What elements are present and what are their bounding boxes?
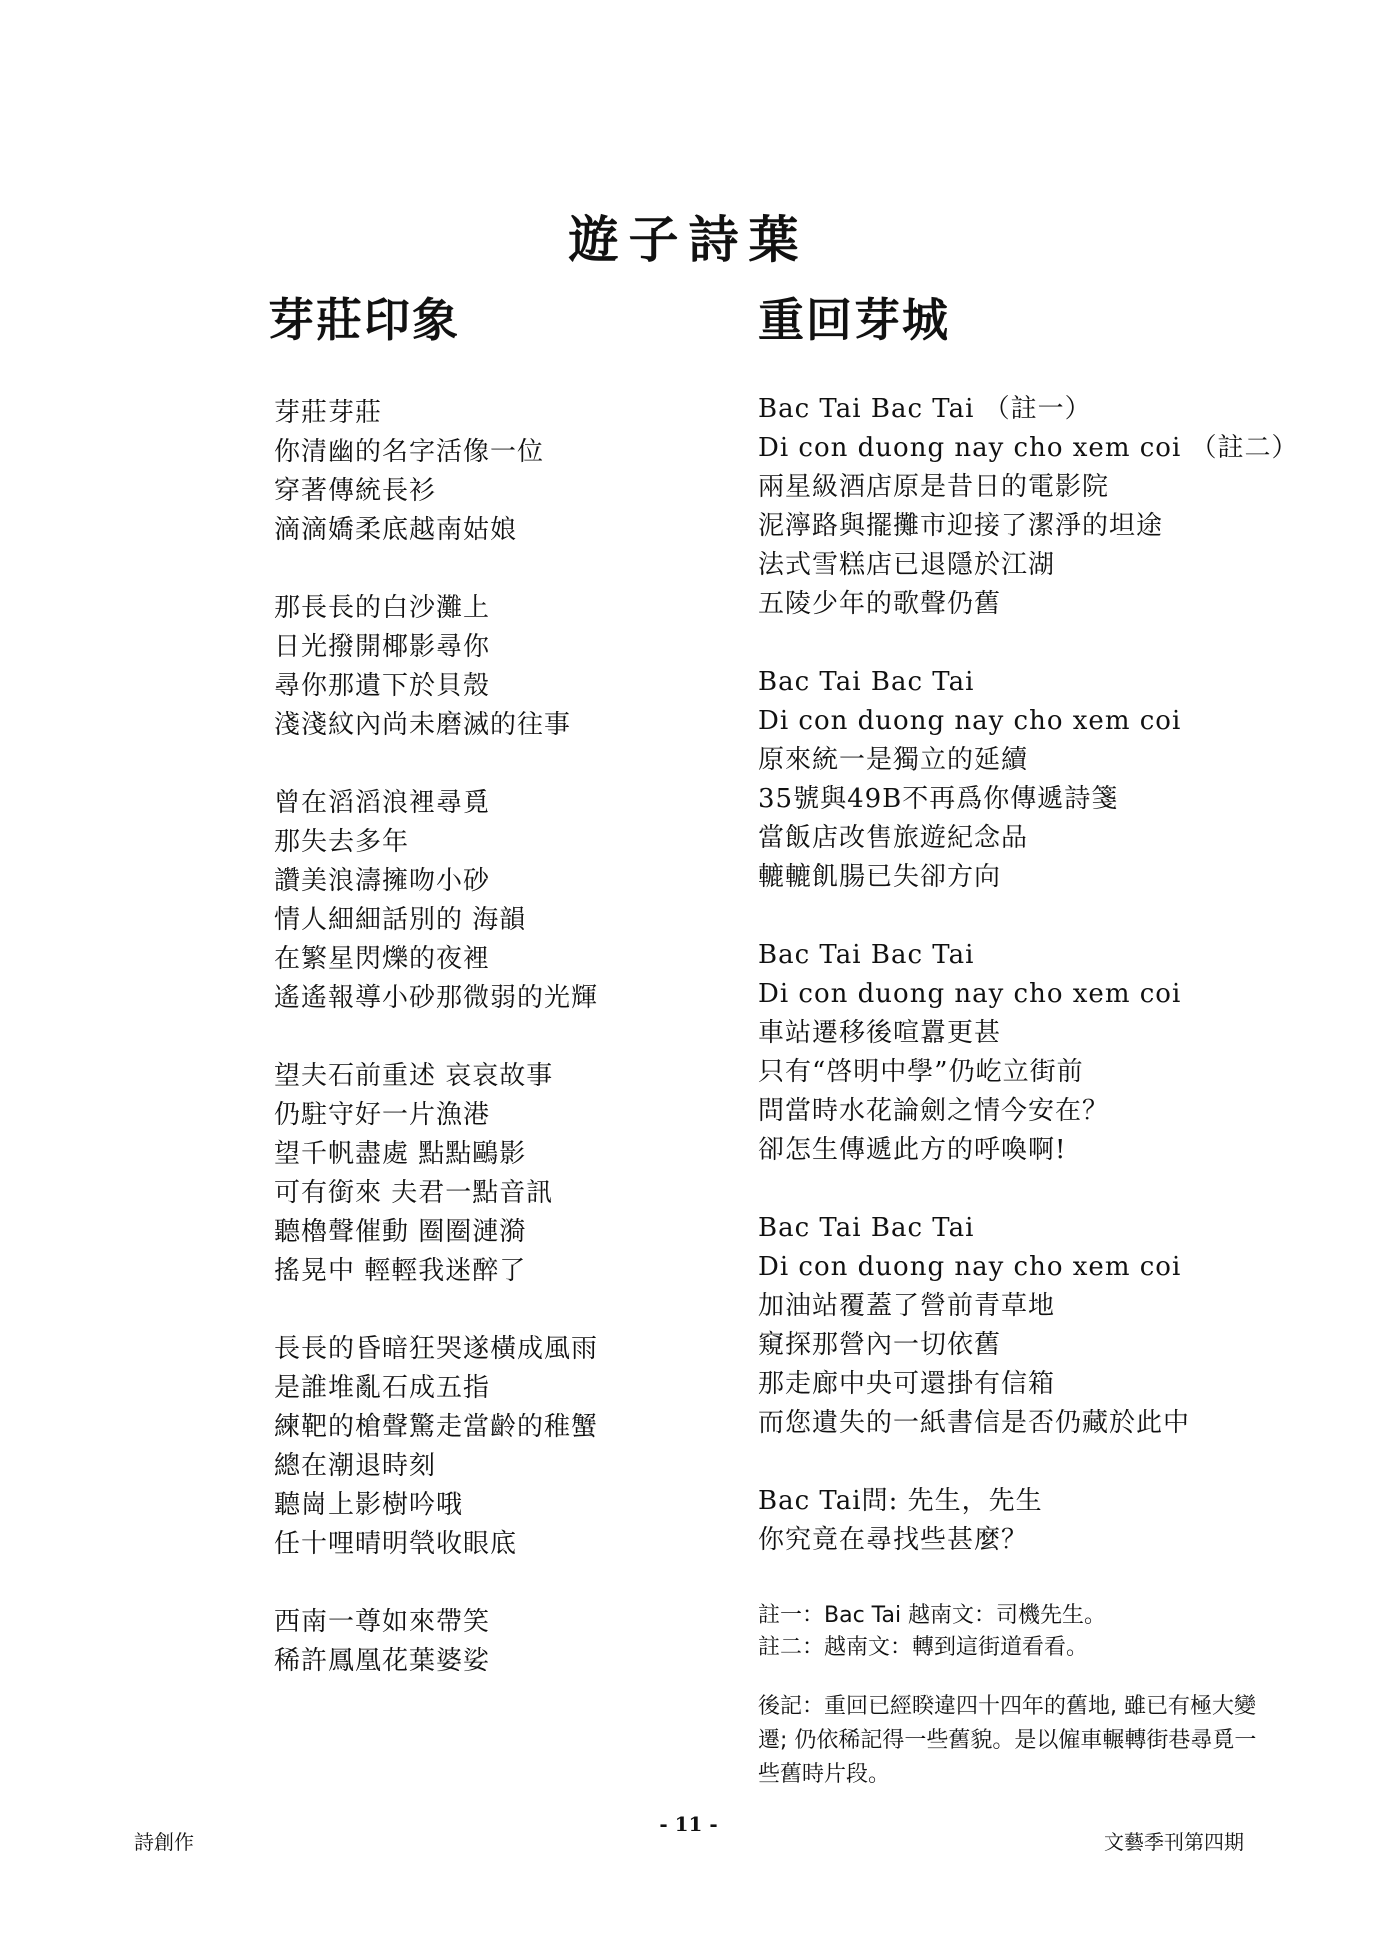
poem-line: 聽崗上影樹吟哦 (274, 1490, 464, 1520)
poem-line: 西南一尊如來帶笑 (274, 1607, 491, 1637)
poem-line: 尋你那遺下於貝殼 (274, 671, 491, 701)
poem-line: 五陵少年的歌聲仍舊 (758, 589, 1002, 619)
poem-line: 卻怎生傳遞此方的呼喚啊! (758, 1135, 1067, 1165)
right-poem (758, 290, 1299, 1792)
postscript: 後記：重回已經睽違四十四年的舊地, 雖已有極大變遷; 仍依稀記得一些舊貌。是以僱車輾轉街巷尋覓一些舊時片段。 (758, 1694, 1257, 1787)
left-poem (268, 290, 698, 1720)
poem-line: 搖晃中 輕輕我迷醉了 (274, 1256, 527, 1286)
poem-line: 只有“啓明中學”仍屹立街前 (758, 1057, 1084, 1087)
poem-line: 日光撥開椰影尋你 (274, 632, 491, 662)
stanza (758, 1482, 1278, 1560)
poem-line: 窺探那營內一切依舊 (758, 1330, 1002, 1360)
poem-line: 而您遺失的一紙書信是否仍藏於此中 (758, 1408, 1191, 1438)
page-number: - 11 - (659, 1812, 718, 1836)
poem-line: 可有銜來 夫君一點音訊 (274, 1178, 554, 1208)
stanza (758, 936, 1278, 1170)
stanza (268, 394, 698, 550)
poem-line: Bac Tai Bac Tai (758, 1213, 975, 1243)
poem-body (758, 390, 1299, 1560)
poem-line: 仍駐守好一片漁港 (274, 1100, 491, 1130)
poem-line: 望千帆盡處 點點鷗影 (274, 1139, 527, 1169)
poem-body (268, 394, 698, 1681)
poem-line: 那失去多年 (274, 827, 410, 857)
poem-line: Bac Tai問: 先生，先生 (758, 1486, 1043, 1516)
poem-line: Di con duong nay cho xem coi (758, 1252, 1182, 1282)
poem-line: 你究竟在尋找些甚麼？ (758, 1525, 1029, 1555)
poem-line: 淺淺紋內尚未磨滅的往事 (274, 710, 572, 740)
poem-line: 車站遷移後喧囂更甚 (758, 1018, 1002, 1048)
poem-line: 問當時水花論劍之情今安在？ (758, 1096, 1110, 1126)
poem-line: 你清幽的名字活像一位 (274, 437, 545, 467)
poem-line: 原來統一是獨立的延續 (758, 745, 1029, 775)
poem-line: 稀許鳳凰花葉婆娑 (274, 1646, 491, 1676)
stanza (758, 663, 1278, 897)
poem-line: 加油站覆蓋了營前青草地 (758, 1291, 1056, 1321)
page-title: 遊子詩葉 (568, 210, 809, 269)
poem-line: 情人細細話別的 海韻 (274, 905, 527, 935)
stanza (268, 589, 698, 745)
poem-line: 那長長的白沙灘上 (274, 593, 491, 623)
poem-line: Di con duong nay cho xem coi （註二） (758, 433, 1299, 463)
stanza (268, 1057, 698, 1291)
poem-line: Bac Tai Bac Tai （註一） (758, 394, 1092, 424)
section-label: 詩創作 (134, 1830, 194, 1854)
poem-line: 在繁星閃爍的夜裡 (274, 944, 491, 974)
poem-line: 讚美浪濤擁吻小砂 (274, 866, 491, 896)
publication-name: 文藝季刊第四期 (1104, 1830, 1244, 1854)
poem-line: 穿著傳統長衫 (274, 476, 437, 506)
poem-title: 重回芽城 (758, 293, 950, 347)
poem-line: 35號與49B不再爲你傳遞詩箋 (758, 784, 1119, 814)
poem-line: 任十哩晴明煢收眼底 (274, 1529, 518, 1559)
footnote: 註一：Bac Tai 越南文：司機先生。 (758, 1603, 1107, 1628)
footnote: 註二：越南文：轉到這街道看看。 (758, 1635, 1089, 1660)
poem-line: 兩星級酒店原是昔日的電影院 (758, 472, 1110, 502)
poem-line: 望夫石前重述 哀哀故事 (274, 1061, 554, 1091)
poem-line: 轆轆飢腸已失卻方向 (758, 862, 1002, 892)
poem-line: 遙遙報導小砂那微弱的光輝 (274, 983, 599, 1013)
poem-line: Bac Tai Bac Tai (758, 667, 975, 697)
poem-line: 是誰堆亂石成五指 (274, 1373, 491, 1403)
poem-line: 那走廊中央可還掛有信箱 (758, 1369, 1056, 1399)
poem-line: Di con duong nay cho xem coi (758, 979, 1182, 1009)
footnotes (758, 1600, 1278, 1664)
stanza (758, 1209, 1278, 1443)
stanza (268, 1330, 698, 1564)
poem-line: Bac Tai Bac Tai (758, 940, 975, 970)
stanza (268, 1603, 698, 1681)
poem-line: 長長的昏暗狂哭遂橫成風雨 (274, 1334, 599, 1364)
poem-line: 聽櫓聲催動 圈圈漣漪 (274, 1217, 527, 1247)
poem-line: 芽莊芽莊 (274, 398, 383, 428)
poem-line: 當飯店改售旅遊紀念品 (758, 823, 1029, 853)
poem-line: 總在潮退時刻 (274, 1451, 437, 1481)
poem-title: 芽莊印象 (268, 293, 460, 347)
poem-line: 滴滴嬌柔底越南姑娘 (274, 515, 518, 545)
stanza (758, 390, 1299, 624)
stanza (268, 784, 698, 1018)
poem-line: 泥濘路與擺攤市迎接了潔淨的坦途 (758, 511, 1164, 541)
poem-line: 法式雪糕店已退隱於江湖 (758, 550, 1056, 580)
poem-line: 曾在滔滔浪裡尋覓 (274, 788, 491, 818)
poem-line: 練靶的槍聲驚走當齡的稚蟹 (274, 1412, 599, 1442)
poem-line: Di con duong nay cho xem coi (758, 706, 1182, 736)
